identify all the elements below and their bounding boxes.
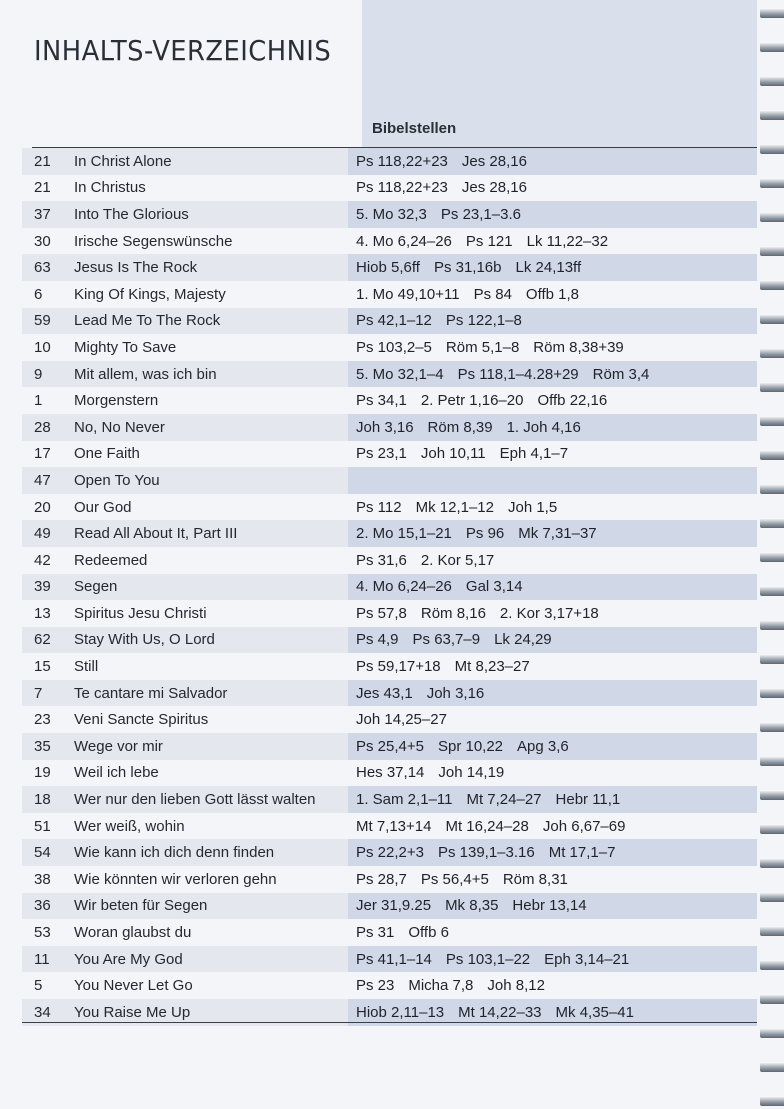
bible-reference: Mk 8,35 bbox=[445, 897, 499, 915]
bible-reference: Röm 3,4 bbox=[592, 365, 650, 383]
binding-coil bbox=[760, 144, 784, 154]
binding-coil bbox=[760, 1028, 784, 1038]
song-number: 19 bbox=[34, 764, 51, 782]
bible-reference: Joh 10,11 bbox=[420, 445, 486, 463]
list-item bbox=[22, 680, 757, 707]
bible-references bbox=[348, 334, 757, 361]
bible-reference: Mt 16,24–28 bbox=[445, 817, 529, 835]
list-item bbox=[22, 813, 757, 840]
bible-reference: Röm 8,38+39 bbox=[533, 338, 624, 356]
bible-reference: Mk 4,35–41 bbox=[555, 1003, 634, 1021]
bible-references bbox=[348, 308, 757, 335]
bible-references bbox=[348, 201, 757, 228]
binding-coil bbox=[760, 722, 784, 732]
song-number: 10 bbox=[34, 338, 51, 356]
list-item bbox=[22, 600, 757, 627]
binding-coil bbox=[760, 620, 784, 630]
bible-reference: Ps 59,17+18 bbox=[356, 658, 441, 676]
bible-reference: Joh 3,16 bbox=[356, 418, 414, 436]
song-title: Wir beten für Segen bbox=[66, 893, 348, 920]
bible-reference: Ps 96 bbox=[465, 525, 505, 543]
song-number: 9 bbox=[22, 361, 66, 388]
song-title: Woran glaubst du bbox=[74, 924, 192, 942]
binding-coil bbox=[760, 824, 784, 834]
song-number: 35 bbox=[22, 733, 66, 760]
bible-reference: Lk 11,22–32 bbox=[526, 232, 609, 250]
bible-reference: Röm 5,1–8 bbox=[445, 338, 520, 356]
bible-reference: Röm 8,16 bbox=[420, 604, 486, 622]
song-number: 17 bbox=[34, 445, 51, 463]
song-title: Weil ich lebe bbox=[74, 764, 159, 782]
bible-reference: Ps 139,1–3.16 bbox=[437, 844, 535, 862]
binding-coil bbox=[760, 654, 784, 664]
binding-coil bbox=[760, 858, 784, 868]
song-number: 1 bbox=[34, 392, 43, 410]
bible-reference: Ps 103,2–5 bbox=[356, 338, 432, 356]
bible-reference: Ps 23,1 bbox=[356, 445, 407, 463]
list-item bbox=[22, 254, 757, 281]
bible-reference: Jer 31,9.25 bbox=[356, 897, 432, 915]
bible-reference: Mt 7,13+14 bbox=[356, 817, 432, 835]
bible-reference: Hiob 5,6ff bbox=[356, 259, 420, 277]
bible-reference: Joh 3,16 bbox=[426, 684, 485, 702]
song-title: Wer nur den lieben Gott lässt walten bbox=[66, 786, 348, 813]
bible-reference: 2. Petr 1,16–20 bbox=[420, 392, 524, 410]
binding-coil bbox=[760, 1096, 784, 1106]
song-number: 30 bbox=[34, 232, 51, 250]
bible-reference: Jes 28,16 bbox=[461, 179, 527, 197]
song-number: 59 bbox=[22, 308, 66, 335]
bible-references bbox=[348, 574, 757, 601]
list-item bbox=[22, 893, 757, 920]
song-title: Veni Sancte Spiritus bbox=[74, 711, 209, 729]
binding-coil bbox=[760, 212, 784, 222]
bible-reference: Hes 37,14 bbox=[356, 764, 425, 782]
song-number: 37 bbox=[22, 201, 66, 228]
bible-references bbox=[348, 441, 757, 468]
bible-references bbox=[348, 600, 757, 627]
song-number: 28 bbox=[22, 414, 66, 441]
song-number: 42 bbox=[34, 551, 51, 569]
binding-coil bbox=[760, 688, 784, 698]
list-item bbox=[22, 627, 757, 654]
list-item bbox=[22, 919, 757, 946]
song-number: 39 bbox=[22, 574, 66, 601]
list-item bbox=[22, 175, 757, 202]
song-number: 62 bbox=[22, 627, 66, 654]
song-title: Te cantare mi Salvador bbox=[66, 680, 348, 707]
bible-reference: Lk 24,13ff bbox=[515, 259, 582, 277]
song-title: Mit allem, was ich bin bbox=[66, 361, 348, 388]
bible-reference: Ps 31 bbox=[356, 924, 395, 942]
bible-reference: Ps 34,1 bbox=[356, 392, 407, 410]
bible-reference: 2. Kor 3,17+18 bbox=[499, 604, 599, 622]
list-item bbox=[22, 441, 757, 468]
bible-references bbox=[348, 467, 757, 494]
binding-coil bbox=[760, 246, 784, 256]
bible-reference: Joh 14,19 bbox=[438, 764, 505, 782]
bible-reference: Mk 7,31–37 bbox=[518, 525, 597, 543]
song-number: 51 bbox=[34, 817, 51, 835]
song-number: 63 bbox=[22, 254, 66, 281]
song-number: 21 bbox=[22, 148, 66, 175]
bible-reference: Ps 57,8 bbox=[356, 604, 407, 622]
bible-reference: 1. Mo 49,10+11 bbox=[356, 285, 460, 303]
list-item bbox=[22, 361, 757, 388]
binding-coil bbox=[760, 382, 784, 392]
song-number: 20 bbox=[34, 498, 51, 516]
song-title: Wer weiß, wohin bbox=[74, 817, 185, 835]
song-number: 18 bbox=[22, 786, 66, 813]
song-number: 38 bbox=[34, 870, 51, 888]
song-number: 34 bbox=[22, 999, 66, 1026]
song-title: Segen bbox=[66, 574, 348, 601]
bible-reference: Ps 42,1–12 bbox=[356, 312, 432, 330]
bible-references bbox=[348, 228, 757, 255]
list-item bbox=[22, 547, 757, 574]
bible-reference: Jes 28,16 bbox=[461, 152, 527, 170]
bible-reference: 5. Mo 32,3 bbox=[356, 205, 427, 223]
bible-reference: Hebr 13,14 bbox=[512, 897, 587, 915]
bible-reference: Hebr 11,1 bbox=[555, 791, 621, 809]
bible-references bbox=[348, 520, 757, 547]
song-title: Irische Segenswünsche bbox=[74, 232, 233, 250]
bible-reference: Ps 31,6 bbox=[356, 551, 407, 569]
bible-reference: 2. Kor 5,17 bbox=[420, 551, 495, 569]
bible-references bbox=[348, 414, 757, 441]
binding-coil bbox=[760, 518, 784, 528]
song-number: 5 bbox=[34, 977, 43, 995]
song-title: Jesus Is The Rock bbox=[66, 254, 348, 281]
spiral-binding bbox=[756, 0, 784, 1109]
bible-references-column-header: Bibelstellen bbox=[372, 120, 457, 137]
song-title: Read All About It, Part III bbox=[66, 520, 348, 547]
bible-reference: Ps 23 bbox=[356, 977, 395, 995]
list-item bbox=[22, 467, 757, 494]
binding-coil bbox=[760, 1062, 784, 1072]
bible-reference: 4. Mo 6,24–26 bbox=[356, 232, 452, 250]
binding-coil bbox=[760, 178, 784, 188]
bible-references bbox=[348, 494, 757, 521]
song-title: Stay With Us, O Lord bbox=[66, 627, 348, 654]
song-title: No, No Never bbox=[66, 414, 348, 441]
bible-reference: Ps 121 bbox=[465, 232, 513, 250]
binding-coil bbox=[760, 8, 784, 18]
song-title: In Christ Alone bbox=[66, 148, 348, 175]
bible-reference: Ps 118,22+23 bbox=[356, 179, 448, 197]
list-item bbox=[22, 414, 757, 441]
bible-references bbox=[348, 547, 757, 574]
bible-reference: Ps 103,1–22 bbox=[445, 950, 531, 968]
bible-reference: Ps 112 bbox=[356, 498, 402, 516]
bible-references bbox=[348, 148, 757, 175]
song-number: 53 bbox=[34, 924, 51, 942]
binding-coil bbox=[760, 348, 784, 358]
bible-references bbox=[348, 813, 757, 840]
list-item bbox=[22, 494, 757, 521]
bible-reference: Mt 8,23–27 bbox=[454, 658, 530, 676]
song-number: 36 bbox=[22, 893, 66, 920]
bottom-divider bbox=[22, 1022, 757, 1023]
bible-references bbox=[348, 653, 757, 680]
list-item bbox=[22, 760, 757, 787]
song-title: In Christus bbox=[74, 179, 146, 197]
bible-reference: Ps 23,1–3.6 bbox=[440, 205, 521, 223]
song-number: 11 bbox=[22, 946, 66, 973]
bible-reference: Ps 25,4+5 bbox=[356, 737, 424, 755]
binding-coil bbox=[760, 994, 784, 1004]
bible-reference: Gal 3,14 bbox=[465, 578, 523, 596]
bible-reference: Ps 118,22+23 bbox=[356, 152, 448, 170]
song-title: Redeemed bbox=[74, 551, 148, 569]
bible-reference: Micha 7,8 bbox=[408, 977, 474, 995]
bible-reference: Mt 7,24–27 bbox=[466, 791, 542, 809]
bible-reference: Eph 3,14–21 bbox=[544, 950, 630, 968]
bible-references bbox=[348, 627, 757, 654]
bible-reference: Ps 28,7 bbox=[356, 870, 407, 888]
bible-reference: Lk 24,29 bbox=[494, 631, 552, 649]
song-number: 6 bbox=[34, 285, 43, 303]
binding-coil bbox=[760, 314, 784, 324]
bible-references bbox=[348, 281, 757, 308]
bible-reference: Röm 8,31 bbox=[502, 870, 568, 888]
list-item bbox=[22, 334, 757, 361]
bible-reference: Ps 22,2+3 bbox=[356, 844, 424, 862]
binding-coil bbox=[760, 892, 784, 902]
bible-references bbox=[348, 680, 757, 707]
song-title: Wie kann ich dich denn finden bbox=[66, 839, 348, 866]
bible-reference: Mk 12,1–12 bbox=[415, 498, 494, 516]
list-item bbox=[22, 972, 757, 999]
bible-references bbox=[348, 733, 757, 760]
bible-reference: Ps 84 bbox=[473, 285, 512, 303]
binding-coil bbox=[760, 110, 784, 120]
song-title: Open To You bbox=[66, 467, 348, 494]
song-number: 7 bbox=[22, 680, 66, 707]
song-title: Our God bbox=[74, 498, 132, 516]
list-item bbox=[22, 520, 757, 547]
binding-coil bbox=[760, 790, 784, 800]
bible-reference: Offb 6 bbox=[408, 924, 449, 942]
page-title: INHALTS-VERZEICHNIS bbox=[34, 34, 332, 67]
song-title: Wege vor mir bbox=[66, 733, 348, 760]
bible-reference: Jes 43,1 bbox=[356, 684, 413, 702]
list-item bbox=[22, 574, 757, 601]
list-item bbox=[22, 387, 757, 414]
bible-reference: Spr 10,22 bbox=[437, 737, 504, 755]
list-item bbox=[22, 786, 757, 813]
song-number: 15 bbox=[34, 658, 51, 676]
song-title: One Faith bbox=[74, 445, 140, 463]
binding-coil bbox=[760, 484, 784, 494]
bible-reference: Eph 4,1–7 bbox=[499, 445, 569, 463]
binding-coil bbox=[760, 552, 784, 562]
song-number: 23 bbox=[34, 711, 51, 729]
bible-reference: Ps 41,1–14 bbox=[356, 950, 432, 968]
list-item bbox=[22, 839, 757, 866]
bible-reference: 1. Joh 4,16 bbox=[506, 418, 581, 436]
song-title: Mighty To Save bbox=[74, 338, 177, 356]
bible-references bbox=[348, 175, 757, 202]
bible-reference: Ps 4,9 bbox=[356, 631, 399, 649]
bible-references bbox=[348, 972, 757, 999]
bible-references bbox=[348, 946, 757, 973]
bible-reference: Joh 1,5 bbox=[507, 498, 558, 516]
list-item bbox=[22, 201, 757, 228]
binding-coil bbox=[760, 280, 784, 290]
song-number: 47 bbox=[22, 467, 66, 494]
list-item bbox=[22, 653, 757, 680]
bible-references bbox=[348, 893, 757, 920]
bible-references bbox=[348, 919, 757, 946]
bible-reference: Ps 31,16b bbox=[433, 259, 502, 277]
song-title: Wie könnten wir verloren gehn bbox=[74, 870, 277, 888]
list-item bbox=[22, 308, 757, 335]
list-item bbox=[22, 866, 757, 893]
song-title: Still bbox=[74, 658, 99, 676]
song-number: 49 bbox=[22, 520, 66, 547]
binding-coil bbox=[760, 76, 784, 86]
bible-reference: Ps 63,7–9 bbox=[412, 631, 481, 649]
bible-references bbox=[348, 866, 757, 893]
bible-reference: Offb 1,8 bbox=[525, 285, 580, 303]
bible-reference: 1. Sam 2,1–11 bbox=[356, 791, 453, 809]
bible-reference: 5. Mo 32,1–4 bbox=[356, 365, 444, 383]
bible-reference: Ps 118,1–4.28+29 bbox=[457, 365, 579, 383]
song-title: Morgenstern bbox=[74, 392, 159, 410]
bible-references bbox=[348, 706, 757, 733]
bible-reference: Joh 6,67–69 bbox=[542, 817, 626, 835]
binding-coil bbox=[760, 450, 784, 460]
bible-references bbox=[348, 760, 757, 787]
bible-references bbox=[348, 387, 757, 414]
bible-reference: Offb 22,16 bbox=[537, 392, 608, 410]
list-item bbox=[22, 706, 757, 733]
bible-reference: Mt 17,1–7 bbox=[548, 844, 616, 862]
song-title: You Raise Me Up bbox=[66, 999, 348, 1026]
binding-coil bbox=[760, 586, 784, 596]
bible-reference: Ps 122,1–8 bbox=[445, 312, 522, 330]
binding-coil bbox=[760, 756, 784, 766]
table-of-contents-list bbox=[22, 148, 757, 1026]
bible-reference: Hiob 2,11–13 bbox=[356, 1003, 445, 1021]
song-title: King Of Kings, Majesty bbox=[74, 285, 226, 303]
binding-coil bbox=[760, 926, 784, 936]
bible-reference: Mt 14,22–33 bbox=[458, 1003, 542, 1021]
song-number: 13 bbox=[34, 604, 51, 622]
binding-coil bbox=[760, 960, 784, 970]
bible-reference: Ps 56,4+5 bbox=[420, 870, 489, 888]
bible-references bbox=[348, 839, 757, 866]
bible-reference: Joh 8,12 bbox=[487, 977, 545, 995]
list-item bbox=[22, 228, 757, 255]
song-title: Spiritus Jesu Christi bbox=[74, 604, 207, 622]
song-title: Into The Glorious bbox=[66, 201, 348, 228]
bible-reference: Apg 3,6 bbox=[517, 737, 569, 755]
list-item bbox=[22, 733, 757, 760]
bible-references bbox=[348, 786, 757, 813]
list-item bbox=[22, 946, 757, 973]
song-title: Lead Me To The Rock bbox=[66, 308, 348, 335]
list-item bbox=[22, 148, 757, 175]
binding-coil bbox=[760, 42, 784, 52]
bible-references bbox=[348, 361, 757, 388]
song-number: 21 bbox=[34, 179, 51, 197]
song-number: 54 bbox=[22, 839, 66, 866]
song-title: You Are My God bbox=[66, 946, 348, 973]
bible-reference: 2. Mo 15,1–21 bbox=[356, 525, 452, 543]
bible-reference: Joh 14,25–27 bbox=[356, 711, 447, 729]
bible-reference: Röm 8,39 bbox=[427, 418, 493, 436]
bible-references bbox=[348, 254, 757, 281]
list-item bbox=[22, 281, 757, 308]
bible-reference: 4. Mo 6,24–26 bbox=[356, 578, 452, 596]
binding-coil bbox=[760, 416, 784, 426]
song-title: You Never Let Go bbox=[74, 977, 193, 995]
